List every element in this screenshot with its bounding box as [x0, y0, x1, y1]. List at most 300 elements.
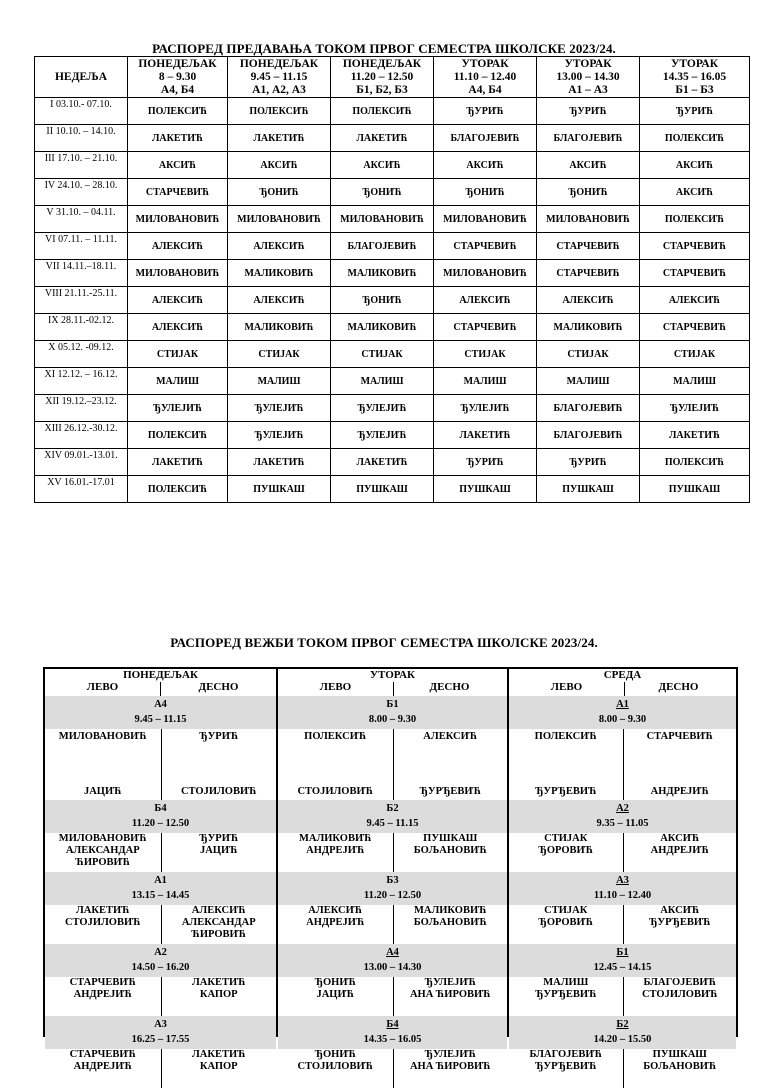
- day-name: СРЕДА: [603, 669, 642, 681]
- column-header-time: 9.45 – 11.15: [250, 70, 308, 83]
- instructor-name: ЂУРЂЕВИЋ: [649, 917, 711, 928]
- column-header-day: УТОРАК: [670, 57, 719, 70]
- header-divider: [393, 682, 394, 696]
- instructor-name: БОЉАНОВИЋ: [643, 1061, 717, 1072]
- slot-body: [45, 833, 276, 872]
- lecturer-cell: МАЛИШ: [331, 368, 434, 395]
- left-instructors: [45, 905, 161, 944]
- lecturer-cell: СТИЈАК: [640, 341, 750, 368]
- lecturer-cell: СТАРЧЕВИЋ: [537, 233, 640, 260]
- lecturer-cell: МАЛИКОВИЋ: [537, 314, 640, 341]
- instructor-name: МАЛИКОВИЋ: [413, 905, 487, 916]
- instructor-name: СТИЈАК: [544, 833, 588, 844]
- slot-time: 14.20 – 15.50: [593, 1034, 652, 1045]
- column-header-time: 11.20 – 12.50: [350, 70, 414, 83]
- day-column: [507, 669, 736, 1072]
- lecturer-cell: ЂУРИЋ: [537, 98, 640, 125]
- instructor-name: СТАРЧЕВИЋ: [646, 731, 713, 742]
- table-row: [35, 98, 750, 125]
- instructor-name: ПОЛЕКСИЋ: [534, 731, 597, 742]
- right-instructors: [393, 729, 508, 800]
- instructor-name: СТОЈИЛОВИЋ: [641, 989, 718, 1000]
- instructor-name: АЛЕКСАНДАР: [181, 917, 256, 928]
- lecturer-cell: СТИЈАК: [228, 341, 331, 368]
- slot-header: [45, 696, 276, 729]
- instructor-name: ЛАКЕТИЋ: [191, 977, 246, 988]
- slot-time: 13.00 – 14.30: [363, 962, 422, 973]
- slot-body: [509, 977, 736, 1016]
- slot-body: [278, 833, 507, 872]
- slot-time: 9.45 – 11.15: [134, 714, 187, 725]
- column-header-groups: Б1, Б2, Б3: [356, 83, 408, 96]
- column-header-groups: А1, А2, А3: [252, 83, 306, 96]
- lecture-schedule-title: РАСПОРЕД ПРЕДАВАЊА ТОКОМ ПРВОГ СЕМЕСТРА ШКОЛСКЕ 2023/24.: [152, 41, 616, 56]
- instructor-name: АНДРЕЈИЋ: [306, 917, 365, 928]
- lecturer-cell: АЛЕКСИЋ: [128, 287, 228, 314]
- lecturer-cell: ЂУЛЕЈИЋ: [640, 395, 750, 422]
- lecturer-cell: ЂУРИЋ: [434, 98, 537, 125]
- slot-header: [509, 800, 736, 833]
- instructor-name: ЂОНИЋ: [314, 1049, 356, 1060]
- lecturer-cell: ПУШКАШ: [434, 476, 537, 503]
- week-label: XIII 26.12.-30.12.: [35, 422, 128, 449]
- slot-body: [45, 905, 276, 944]
- lecturer-cell: МИЛОВАНОВИЋ: [331, 206, 434, 233]
- lecturer-cell: ЂУЛЕЈИЋ: [331, 395, 434, 422]
- instructor-name: АНДРЕЈИЋ: [73, 989, 132, 1000]
- week-label: XI 12.12. – 16.12.: [35, 368, 128, 395]
- left-instructors: [509, 977, 623, 1016]
- column-header: [640, 57, 750, 98]
- slot-body: [278, 905, 507, 944]
- lecturer-cell: ЛАКЕТИЋ: [228, 125, 331, 152]
- instructor-name: МАЛИШ: [543, 977, 589, 988]
- right-instructors: [161, 729, 277, 800]
- column-header: [331, 57, 434, 98]
- column-header-day: ПОНЕДЕЉАК: [138, 57, 217, 70]
- lecturer-cell: ПУШКАШ: [537, 476, 640, 503]
- slot-body: [278, 977, 507, 1016]
- right-instructors: [161, 977, 277, 1016]
- day-column: [45, 669, 276, 1072]
- instructor-name: ЂУЛЕЈИЋ: [424, 977, 476, 988]
- instructor-name: СТАРЧЕВИЋ: [69, 977, 136, 988]
- week-label: V 31.10. – 04.11.: [35, 206, 128, 233]
- lecturer-cell: ЂУЛЕЈИЋ: [128, 395, 228, 422]
- week-label: IX 28.11.-02.12.: [35, 314, 128, 341]
- slot-header: [278, 696, 507, 729]
- lecturer-cell: ПОЛЕКСИЋ: [128, 422, 228, 449]
- instructor-name: ЛАКЕТИЋ: [191, 1049, 246, 1060]
- instructor-name: АЛЕКСИЋ: [191, 905, 246, 916]
- lecturer-cell: ПОЛЕКСИЋ: [128, 98, 228, 125]
- lecturer-cell: МАЛИШ: [228, 368, 331, 395]
- instructor-name: ЛАКЕТИЋ: [75, 905, 130, 916]
- lecturer-cell: ЂОНИЋ: [331, 179, 434, 206]
- table-row: [35, 476, 750, 503]
- instructor-name: ПОЛЕКСИЋ: [304, 731, 367, 742]
- table-row: [35, 368, 750, 395]
- lecturer-cell: ЛАКЕТИЋ: [331, 125, 434, 152]
- right-instructors: [161, 833, 277, 872]
- column-header-groups: А1 – А3: [568, 83, 608, 96]
- slot-header: [45, 944, 276, 977]
- group-label: Б2: [386, 803, 399, 814]
- left-instructors: [45, 833, 161, 872]
- lecturer-cell: БЛАГОЈЕВИЋ: [537, 125, 640, 152]
- left-side-label: ЛЕВО: [319, 681, 352, 693]
- slot-time: 9.35 – 11.05: [596, 818, 649, 829]
- slot-body: [45, 1049, 276, 1088]
- lecturer-cell: ЂУЛЕЈИЋ: [228, 422, 331, 449]
- instructor-name: ЂУРЂЕВИЋ: [535, 1061, 597, 1072]
- lecturer-cell: МИЛОВАНОВИЋ: [434, 260, 537, 287]
- slot-time: 11.20 – 12.50: [131, 818, 190, 829]
- slot-time: 11.20 – 12.50: [363, 890, 422, 901]
- instructor-name: ЂОРОВИЋ: [538, 845, 594, 856]
- slot-body: [509, 833, 736, 872]
- instructor-name: СТОЈИЛОВИЋ: [180, 786, 257, 797]
- instructor-name: БОЉАНОВИЋ: [413, 845, 487, 856]
- column-header-day: УТОРАК: [461, 57, 509, 70]
- lecturer-cell: АЛЕКСИЋ: [128, 314, 228, 341]
- instructor-name: ЋИРОВИЋ: [191, 929, 247, 940]
- slot-body: [45, 977, 276, 1016]
- slot-time: 9.45 – 11.15: [366, 818, 419, 829]
- lecturer-cell: ЂОНИЋ: [537, 179, 640, 206]
- lecturer-cell: БЛАГОЈЕВИЋ: [434, 125, 537, 152]
- instructor-name: ЈАЦИЋ: [316, 989, 355, 1000]
- slot-header: [509, 696, 736, 729]
- lecturer-cell: МАЛИШ: [640, 368, 750, 395]
- slot-time: 13.15 – 14.45: [131, 890, 190, 901]
- column-header-time: 8 – 9.30: [158, 70, 197, 83]
- lecturer-cell: ЛАКЕТИЋ: [228, 449, 331, 476]
- lecturer-cell: ЛАКЕТИЋ: [640, 422, 750, 449]
- left-instructors: [278, 905, 393, 944]
- instructor-name: ЂУЛЕЈИЋ: [424, 1049, 476, 1060]
- group-label: Б1: [616, 947, 629, 958]
- lecturer-cell: АЛЕКСИЋ: [640, 287, 750, 314]
- slot-body: [278, 1049, 507, 1088]
- column-header: [128, 57, 228, 98]
- lecturer-cell: ЂОНИЋ: [228, 179, 331, 206]
- slot-header: [509, 1016, 736, 1049]
- lecturer-cell: СТИЈАК: [434, 341, 537, 368]
- lecturer-cell: ЛАКЕТИЋ: [128, 125, 228, 152]
- column-header-time: 14.35 – 16.05: [662, 70, 727, 83]
- instructor-name: БОЉАНОВИЋ: [413, 917, 487, 928]
- instructor-name: СТАРЧЕВИЋ: [69, 1049, 136, 1060]
- right-instructors: [161, 1049, 277, 1088]
- slot-time: 16.25 – 17.55: [131, 1034, 190, 1045]
- column-header-day: ПОНЕДЕЉАК: [239, 57, 319, 70]
- lecturer-cell: АКСИЋ: [434, 152, 537, 179]
- exercise-schedule-title: РАСПОРЕД ВЕЖБИ ТОКОМ ПРВОГ СЕМЕСТРА ШКОЛСКЕ 2023/24.: [170, 635, 598, 650]
- slot-header: [278, 800, 507, 833]
- instructor-name: ЂУРЂЕВИЋ: [535, 989, 597, 1000]
- instructor-name: СТОЈИЛОВИЋ: [64, 917, 141, 928]
- column-header: [434, 57, 537, 98]
- week-label: IV 24.10. – 28.10.: [35, 179, 128, 206]
- slot-header: [509, 872, 736, 905]
- instructor-name: КАПОР: [199, 1061, 238, 1072]
- column-header-time: 11.10 – 12.40: [453, 70, 517, 83]
- lecturer-cell: АКСИЋ: [640, 179, 750, 206]
- instructor-name: ЂОНИЋ: [314, 977, 356, 988]
- table-row: [35, 206, 750, 233]
- group-label: А1: [616, 699, 629, 710]
- slot-header: [45, 800, 276, 833]
- group-label: А3: [154, 1019, 167, 1030]
- lecturer-cell: ЂУРИЋ: [640, 98, 750, 125]
- week-label: II 10.10. – 14.10.: [35, 125, 128, 152]
- lecturer-cell: АЛЕКСИЋ: [434, 287, 537, 314]
- lecturer-cell: СТАРЧЕВИЋ: [640, 314, 750, 341]
- lecturer-cell: ЂУЛЕЈИЋ: [331, 422, 434, 449]
- instructor-name: АКСИЋ: [660, 833, 700, 844]
- instructor-name: ЂУРИЋ: [199, 731, 239, 742]
- lecturer-cell: БЛАГОЈЕВИЋ: [537, 422, 640, 449]
- group-label: Б4: [154, 803, 167, 814]
- lecturer-cell: МИЛОВАНОВИЋ: [128, 260, 228, 287]
- lecture-schedule-table: [34, 56, 750, 503]
- slot-body: [509, 905, 736, 944]
- table-row: [35, 152, 750, 179]
- right-instructors: [623, 905, 737, 944]
- instructor-name: АКСИЋ: [660, 905, 700, 916]
- left-instructors: [509, 833, 623, 872]
- slot-body: [509, 1049, 736, 1088]
- table-row: [35, 260, 750, 287]
- table-row: [35, 449, 750, 476]
- left-instructors: [45, 729, 161, 800]
- lecturer-cell: БЛАГОЈЕВИЋ: [331, 233, 434, 260]
- lecturer-cell: МАЛИКОВИЋ: [331, 314, 434, 341]
- instructor-name: ЂУРИЋ: [199, 833, 239, 844]
- lecture-table-body: [35, 98, 750, 503]
- slot-header: [45, 1016, 276, 1049]
- lecturer-cell: ПОЛЕКСИЋ: [640, 449, 750, 476]
- lecturer-cell: АКСИЋ: [537, 152, 640, 179]
- lecturer-cell: МИЛОВАНОВИЋ: [128, 206, 228, 233]
- lecturer-cell: ПОЛЕКСИЋ: [640, 125, 750, 152]
- instructor-name: АНДРЕЈИЋ: [73, 1061, 132, 1072]
- right-instructors: [161, 905, 277, 944]
- slot-time: 11.10 – 12.40: [593, 890, 652, 901]
- right-instructors: [623, 729, 737, 800]
- lecturer-cell: МАЛИШ: [434, 368, 537, 395]
- week-column-header: НЕДЕЉА: [35, 57, 128, 98]
- week-label: X 05.12. -09.12.: [35, 341, 128, 368]
- lecturer-cell: АКСИЋ: [228, 152, 331, 179]
- lecturer-cell: СТИЈАК: [128, 341, 228, 368]
- lecturer-cell: МАЛИКОВИЋ: [228, 314, 331, 341]
- slot-time: 14.50 – 16.20: [131, 962, 190, 973]
- column-header-day: УТОРАК: [564, 57, 612, 70]
- table-row: [35, 395, 750, 422]
- instructor-name: АЛЕКСАНДАР: [65, 845, 140, 856]
- instructor-name: АНДРЕЈИЋ: [650, 786, 709, 797]
- group-label: А1: [154, 875, 167, 886]
- table-row: [35, 179, 750, 206]
- lecturer-cell: МИЛОВАНОВИЋ: [228, 206, 331, 233]
- right-instructors: [393, 977, 508, 1016]
- group-label: Б4: [386, 1019, 399, 1030]
- column-header: [537, 57, 640, 98]
- instructor-name: АНДРЕЈИЋ: [650, 845, 709, 856]
- lecturer-cell: ЛАКЕТИЋ: [128, 449, 228, 476]
- lecturer-cell: МИЛОВАНОВИЋ: [537, 206, 640, 233]
- right-instructors: [623, 833, 737, 872]
- instructor-name: ЈАЦИЋ: [83, 786, 122, 797]
- lecturer-cell: МАЛИШ: [128, 368, 228, 395]
- header-divider: [160, 682, 161, 696]
- lecturer-cell: ПОЛЕКСИЋ: [640, 206, 750, 233]
- column-header: [228, 57, 331, 98]
- lecturer-cell: СТАРЧЕВИЋ: [434, 314, 537, 341]
- table-row: [35, 422, 750, 449]
- column-header-groups: Б1 – Б3: [675, 83, 714, 96]
- slot-header: [278, 944, 507, 977]
- right-side-label: ДЕСНО: [429, 681, 470, 693]
- week-label: XIV 09.01.-13.01.: [35, 449, 128, 476]
- lecturer-cell: ПОЛЕКСИЋ: [228, 98, 331, 125]
- slot-header: [278, 1016, 507, 1049]
- instructor-name: ЋИРОВИЋ: [75, 857, 131, 868]
- right-instructors: [393, 1049, 508, 1088]
- header-divider: [624, 682, 625, 696]
- day-name: УТОРАК: [369, 669, 416, 681]
- slot-body: [45, 729, 276, 800]
- right-instructors: [393, 833, 508, 872]
- day-header: [278, 669, 507, 696]
- lecturer-cell: СТИЈАК: [331, 341, 434, 368]
- day-column: [276, 669, 507, 1072]
- instructor-name: МИЛОВАНОВИЋ: [58, 833, 147, 844]
- lecturer-cell: ПОЛЕКСИЋ: [331, 98, 434, 125]
- left-instructors: [509, 905, 623, 944]
- left-side-label: ЛЕВО: [550, 681, 583, 693]
- left-instructors: [278, 1049, 393, 1088]
- right-instructors: [623, 1049, 737, 1088]
- instructor-name: СТОЈИЛОВИЋ: [297, 786, 374, 797]
- instructor-name: СТОЈИЛОВИЋ: [297, 1061, 374, 1072]
- left-instructors: [509, 1049, 623, 1088]
- lecturer-cell: МИЛОВАНОВИЋ: [434, 206, 537, 233]
- lecturer-cell: ЂУРИЋ: [434, 449, 537, 476]
- lecturer-cell: АЛЕКСИЋ: [128, 233, 228, 260]
- lecturer-cell: ЛАКЕТИЋ: [434, 422, 537, 449]
- right-instructors: [393, 905, 508, 944]
- lecturer-cell: СТАРЧЕВИЋ: [434, 233, 537, 260]
- lecturer-cell: АЛЕКСИЋ: [537, 287, 640, 314]
- lecturer-cell: ЂУЛЕЈИЋ: [434, 395, 537, 422]
- lecturer-cell: АЛЕКСИЋ: [228, 233, 331, 260]
- group-label: А4: [154, 699, 167, 710]
- table-row: [35, 314, 750, 341]
- week-label: XII 19.12.–23.12.: [35, 395, 128, 422]
- group-label: А2: [154, 947, 167, 958]
- left-instructors: [45, 1049, 161, 1088]
- instructor-name: СТИЈАК: [544, 905, 588, 916]
- instructor-name: КАПОР: [199, 989, 238, 1000]
- instructor-name: БЛАГОЈЕВИЋ: [529, 1049, 602, 1060]
- instructor-name: БЛАГОЈЕВИЋ: [643, 977, 716, 988]
- lecturer-cell: АЛЕКСИЋ: [228, 287, 331, 314]
- day-header: [45, 669, 276, 696]
- left-instructors: [278, 833, 393, 872]
- lecturer-cell: ПУШКАШ: [331, 476, 434, 503]
- table-header-row: [35, 57, 750, 98]
- group-label: Б2: [616, 1019, 629, 1030]
- lecturer-cell: ЛАКЕТИЋ: [331, 449, 434, 476]
- instructor-name: ЂОРОВИЋ: [538, 917, 594, 928]
- lecturer-cell: СТАРЧЕВИЋ: [128, 179, 228, 206]
- lecturer-cell: СТИЈАК: [537, 341, 640, 368]
- left-instructors: [45, 977, 161, 1016]
- table-row: [35, 341, 750, 368]
- instructor-name: АНА ЋИРОВИЋ: [409, 1061, 491, 1072]
- column-header-groups: А4, Б4: [468, 83, 502, 96]
- right-side-label: ДЕСНО: [198, 681, 239, 693]
- instructor-name: ЈАЦИЋ: [199, 845, 238, 856]
- lecturer-cell: ПУШКАШ: [640, 476, 750, 503]
- lecturer-cell: ЂУРИЋ: [537, 449, 640, 476]
- instructor-name: ЂУРЂЕВИЋ: [419, 786, 481, 797]
- group-label: А3: [616, 875, 629, 886]
- right-instructors: [623, 977, 737, 1016]
- lecturer-cell: СТАРЧЕВИЋ: [640, 233, 750, 260]
- instructor-name: ЂУРЂЕВИЋ: [535, 786, 597, 797]
- day-name: ПОНЕДЕЉАК: [123, 669, 198, 681]
- day-header: [509, 669, 736, 696]
- instructor-name: ПУШКАШ: [423, 833, 478, 844]
- week-label: I 03.10.- 07.10.: [35, 98, 128, 125]
- instructor-name: АЛЕКСИЋ: [423, 731, 478, 742]
- instructor-name: АЛЕКСИЋ: [308, 905, 363, 916]
- instructor-name: МАЛИКОВИЋ: [298, 833, 372, 844]
- lecturer-cell: СТАРЧЕВИЋ: [537, 260, 640, 287]
- week-label: XV 16.01.-17.01: [35, 476, 128, 503]
- lecturer-cell: МАЛИКОВИЋ: [228, 260, 331, 287]
- lecturer-cell: АКСИЋ: [640, 152, 750, 179]
- left-instructors: [509, 729, 623, 800]
- group-label: А2: [616, 803, 629, 814]
- instructor-name: ПУШКАШ: [652, 1049, 707, 1060]
- week-label: VII 14.11.–18.11.: [35, 260, 128, 287]
- group-label: Б3: [386, 875, 399, 886]
- slot-body: [509, 729, 736, 800]
- instructor-name: МИЛОВАНОВИЋ: [58, 731, 147, 742]
- lecturer-cell: БЛАГОЈЕВИЋ: [537, 395, 640, 422]
- lecturer-cell: ПУШКАШ: [228, 476, 331, 503]
- lecturer-cell: АКСИЋ: [128, 152, 228, 179]
- table-row: [35, 287, 750, 314]
- column-header-day: ПОНЕДЕЉАК: [342, 57, 422, 70]
- slot-body: [278, 729, 507, 800]
- lecturer-cell: ПОЛЕКСИЋ: [128, 476, 228, 503]
- column-header-time: 13.00 – 14.30: [556, 70, 620, 83]
- slot-time: 14.35 – 16.05: [363, 1034, 422, 1045]
- slot-header: [278, 872, 507, 905]
- week-label: VIII 21.11.-25.11.: [35, 287, 128, 314]
- table-row: [35, 125, 750, 152]
- lecturer-cell: МАЛИШ: [537, 368, 640, 395]
- week-label: III 17.10. – 21.10.: [35, 152, 128, 179]
- right-side-label: ДЕСНО: [658, 681, 699, 693]
- instructor-name: АНА ЋИРОВИЋ: [409, 989, 491, 1000]
